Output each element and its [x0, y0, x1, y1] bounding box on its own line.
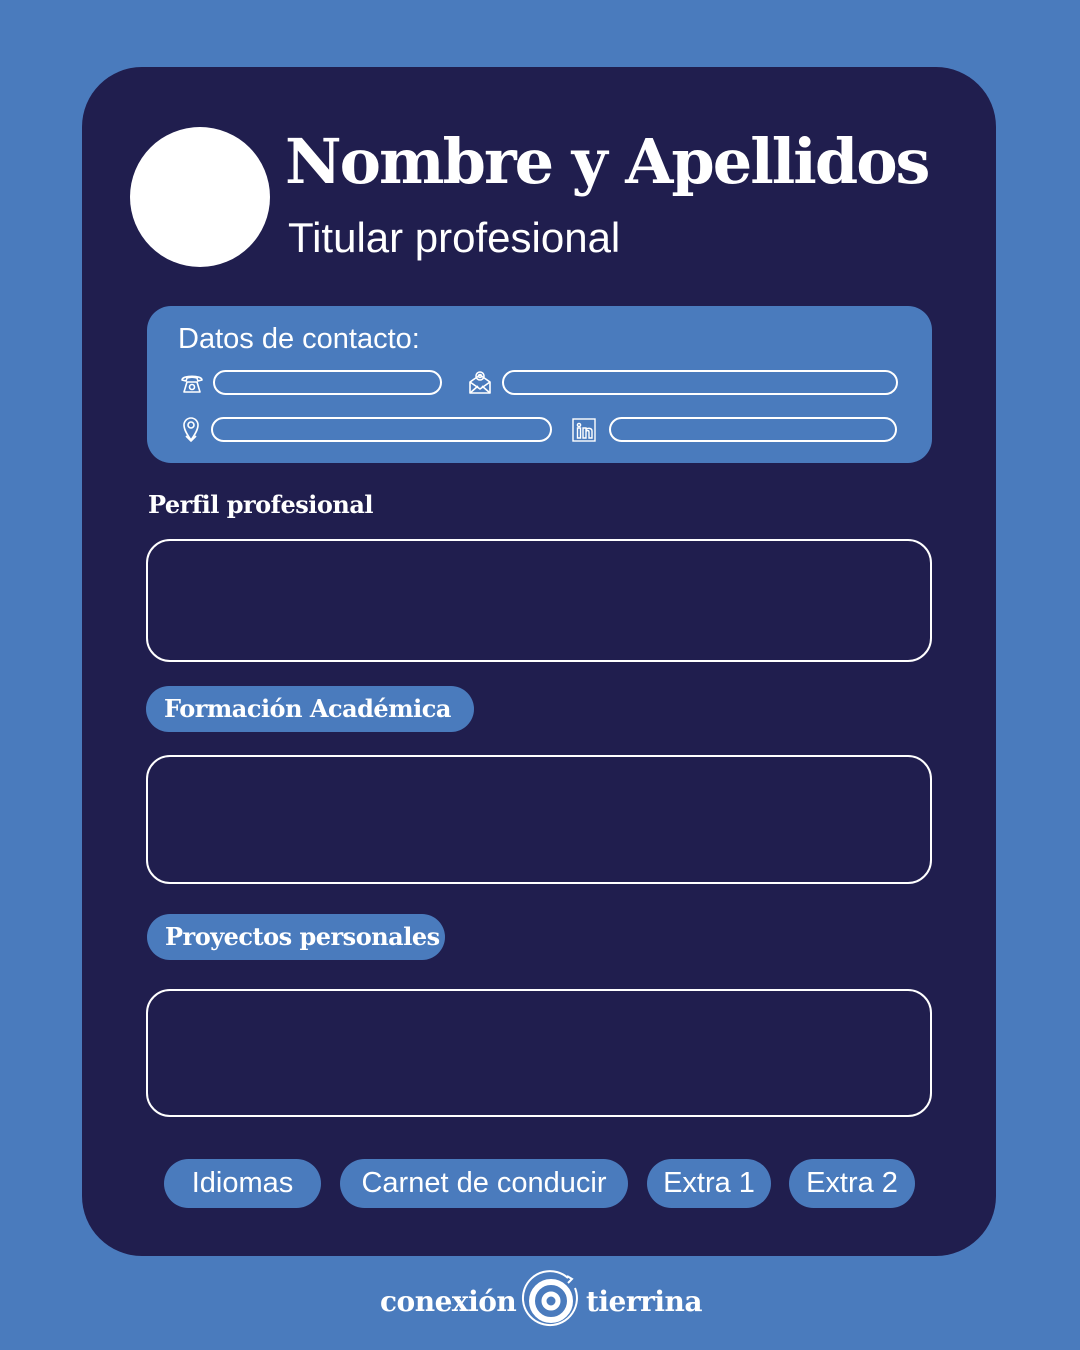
phone-icon [179, 370, 205, 396]
brand-word-right: tierrina [585, 1284, 702, 1318]
projects-textbox[interactable] [146, 989, 932, 1117]
tag-extra-2[interactable]: Extra 2 [789, 1159, 915, 1208]
brand-logo [380, 1270, 702, 1332]
tag-languages[interactable]: Idiomas [164, 1159, 321, 1208]
education-textbox[interactable] [146, 755, 932, 884]
section-heading-projects: Proyectos personales [147, 914, 445, 960]
phone-field[interactable] [213, 370, 442, 395]
address-field[interactable] [211, 417, 552, 442]
email-icon [467, 369, 493, 395]
location-icon [178, 416, 204, 442]
linkedin-icon [571, 417, 597, 443]
section-heading-profile: Perfil profesional [148, 490, 374, 519]
contact-panel [147, 306, 932, 463]
contact-title: Datos de contacto: [178, 323, 420, 355]
full-name-heading: Nombre y Apellidos [285, 125, 929, 198]
target-icon [520, 1270, 582, 1332]
section-heading-education: Formación Académica [146, 686, 474, 732]
tag-extra-1[interactable]: Extra 1 [647, 1159, 771, 1208]
tag-driving-license[interactable]: Carnet de conducir [340, 1159, 628, 1208]
email-field[interactable] [502, 370, 898, 395]
linkedin-field[interactable] [609, 417, 897, 442]
professional-title: Titular profesional [288, 214, 621, 261]
avatar-photo-placeholder[interactable] [130, 127, 270, 267]
profile-textbox[interactable] [146, 539, 932, 662]
brand-word-left: conexión [380, 1284, 517, 1318]
